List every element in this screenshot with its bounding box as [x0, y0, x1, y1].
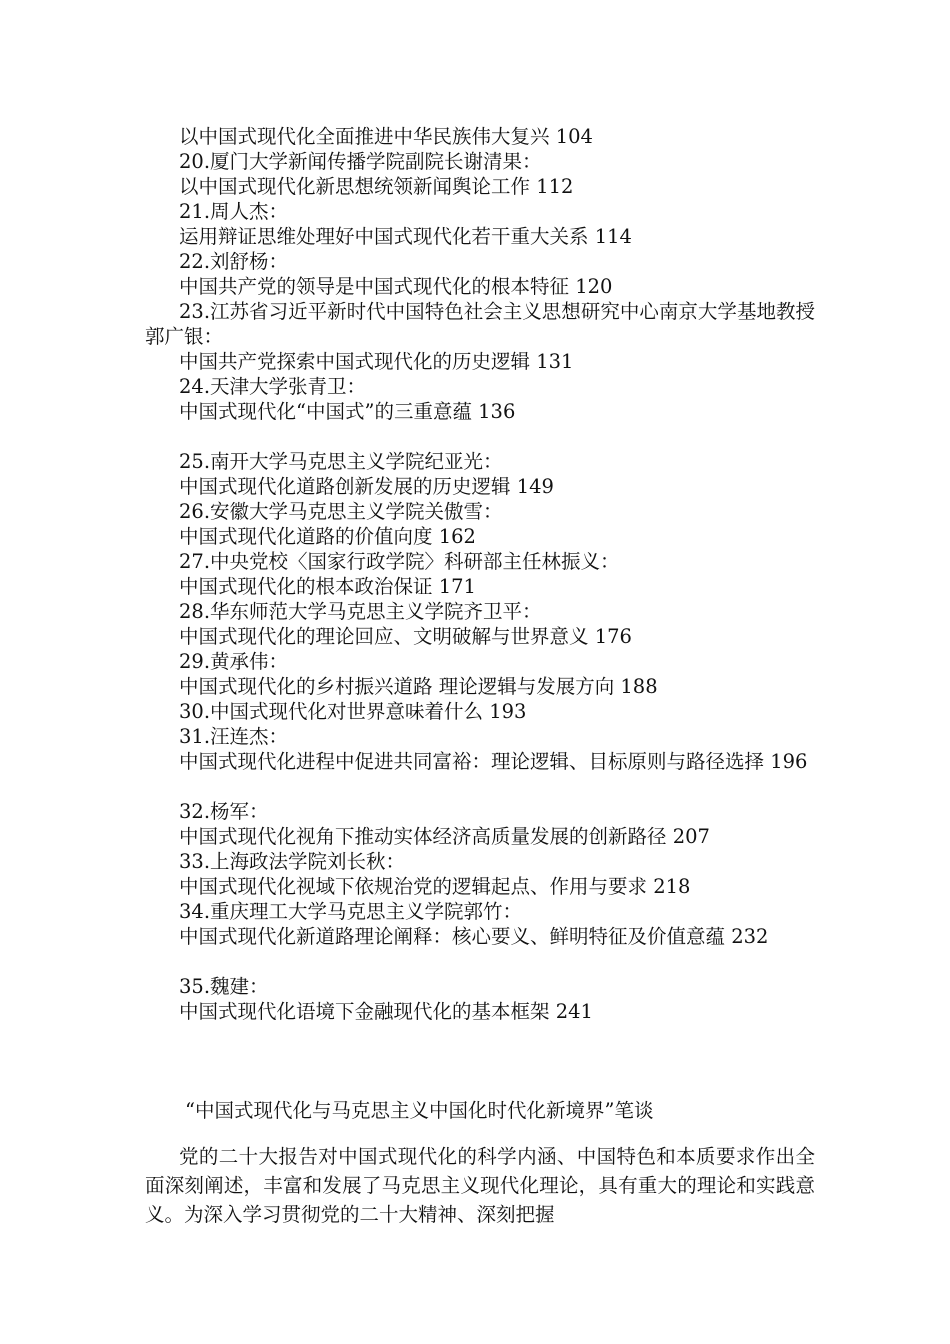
toc-entry-title: 中国式现代化的根本政治保证 171: [179, 575, 476, 598]
toc-entry-author: 29.黄承伟：: [179, 650, 289, 673]
toc-entry-title: 中国式现代化视角下推动实体经济高质量发展的创新路径 207: [179, 825, 710, 848]
toc-entry-title: 以中国式现代化全面推进中华民族伟大复兴 104: [179, 125, 593, 148]
toc-entry-title: 运用辩证思维处理好中国式现代化若干重大关系 114: [179, 225, 632, 248]
toc-entry-author: 31.汪连杰：: [179, 725, 289, 748]
toc-entry-author: 34.重庆理工大学马克思主义学院郭竹：: [179, 900, 523, 923]
toc-entry-title: 中国式现代化的乡村振兴道路 理论逻辑与发展方向 188: [179, 675, 658, 698]
toc-entry-author: 20.厦门大学新闻传播学院副院长谢清果：: [179, 150, 542, 173]
toc-entry-title: 中国式现代化“中国式”的三重意蕴 136: [179, 400, 516, 423]
toc-entry-author: 32.杨军：: [179, 800, 269, 823]
toc-entry-title: 以中国式现代化新思想统领新闻舆论工作 112: [179, 175, 574, 198]
toc-entry-author: 26.安徽大学马克思主义学院关傲雪：: [179, 500, 503, 523]
toc-entry-title: 中国式现代化语境下金融现代化的基本框架 241: [179, 1000, 593, 1023]
toc-entry-author: 35.魏建：: [179, 975, 269, 998]
toc-entry-title: 中国式现代化视域下依规治党的逻辑起点、作用与要求 218: [179, 875, 691, 898]
toc-entry-title: 中国式现代化的理论回应、文明破解与世界意义 176: [179, 625, 632, 648]
toc-entry-title: 30.中国式现代化对世界意味着什么 193: [179, 700, 527, 723]
toc-entry-title: 中国共产党的领导是中国式现代化的根本特征 120: [179, 275, 613, 298]
toc-entry-title: 中国式现代化进程中促进共同富裕：理论逻辑、目标原则与路径选择 196: [179, 750, 808, 773]
toc-entry-author: 27.中央党校〈国家行政学院〉科研部主任林振义：: [179, 550, 620, 573]
toc-entry-author: 22.刘舒杨：: [179, 250, 289, 273]
toc-entry-author: 21.周人杰：: [179, 200, 289, 223]
toc-entry-author: 24.天津大学张青卫：: [179, 375, 367, 398]
toc-entry-title: 中国式现代化道路创新发展的历史逻辑 149: [179, 475, 554, 498]
toc-entry-author: 33.上海政法学院刘长秋：: [179, 850, 406, 873]
toc-entry-author: 28.华东师范大学马克思主义学院齐卫平：: [179, 600, 542, 623]
toc-entry-title: 中国式现代化道路的价值向度 162: [179, 525, 476, 548]
body-paragraph: 党的二十大报告对中国式现代化的科学内涵、中国特色和本质要求作出全面深刻阐述，丰富和发展了马克思主义现代化理论，具有重大的理论和实践意义。为深入学习贯彻党的二十大精神、深刻把握: [145, 1145, 815, 1226]
toc-entry-title: 中国共产党探索中国式现代化的历史逻辑 131: [179, 350, 574, 373]
toc-entry-author: 23.江苏省习近平新时代中国特色社会主义思想研究中心南京大学基地教授郭广银：: [145, 300, 815, 348]
toc-entry-title: 中国式现代化新道路理论阐释：核心要义、鲜明特征及价值意蕴 232: [179, 925, 769, 948]
section-title: “中国式现代化与马克思主义中国化时代化新境界”笔谈: [185, 1099, 654, 1122]
toc-entry-author: 25.南开大学马克思主义学院纪亚光：: [179, 450, 503, 473]
